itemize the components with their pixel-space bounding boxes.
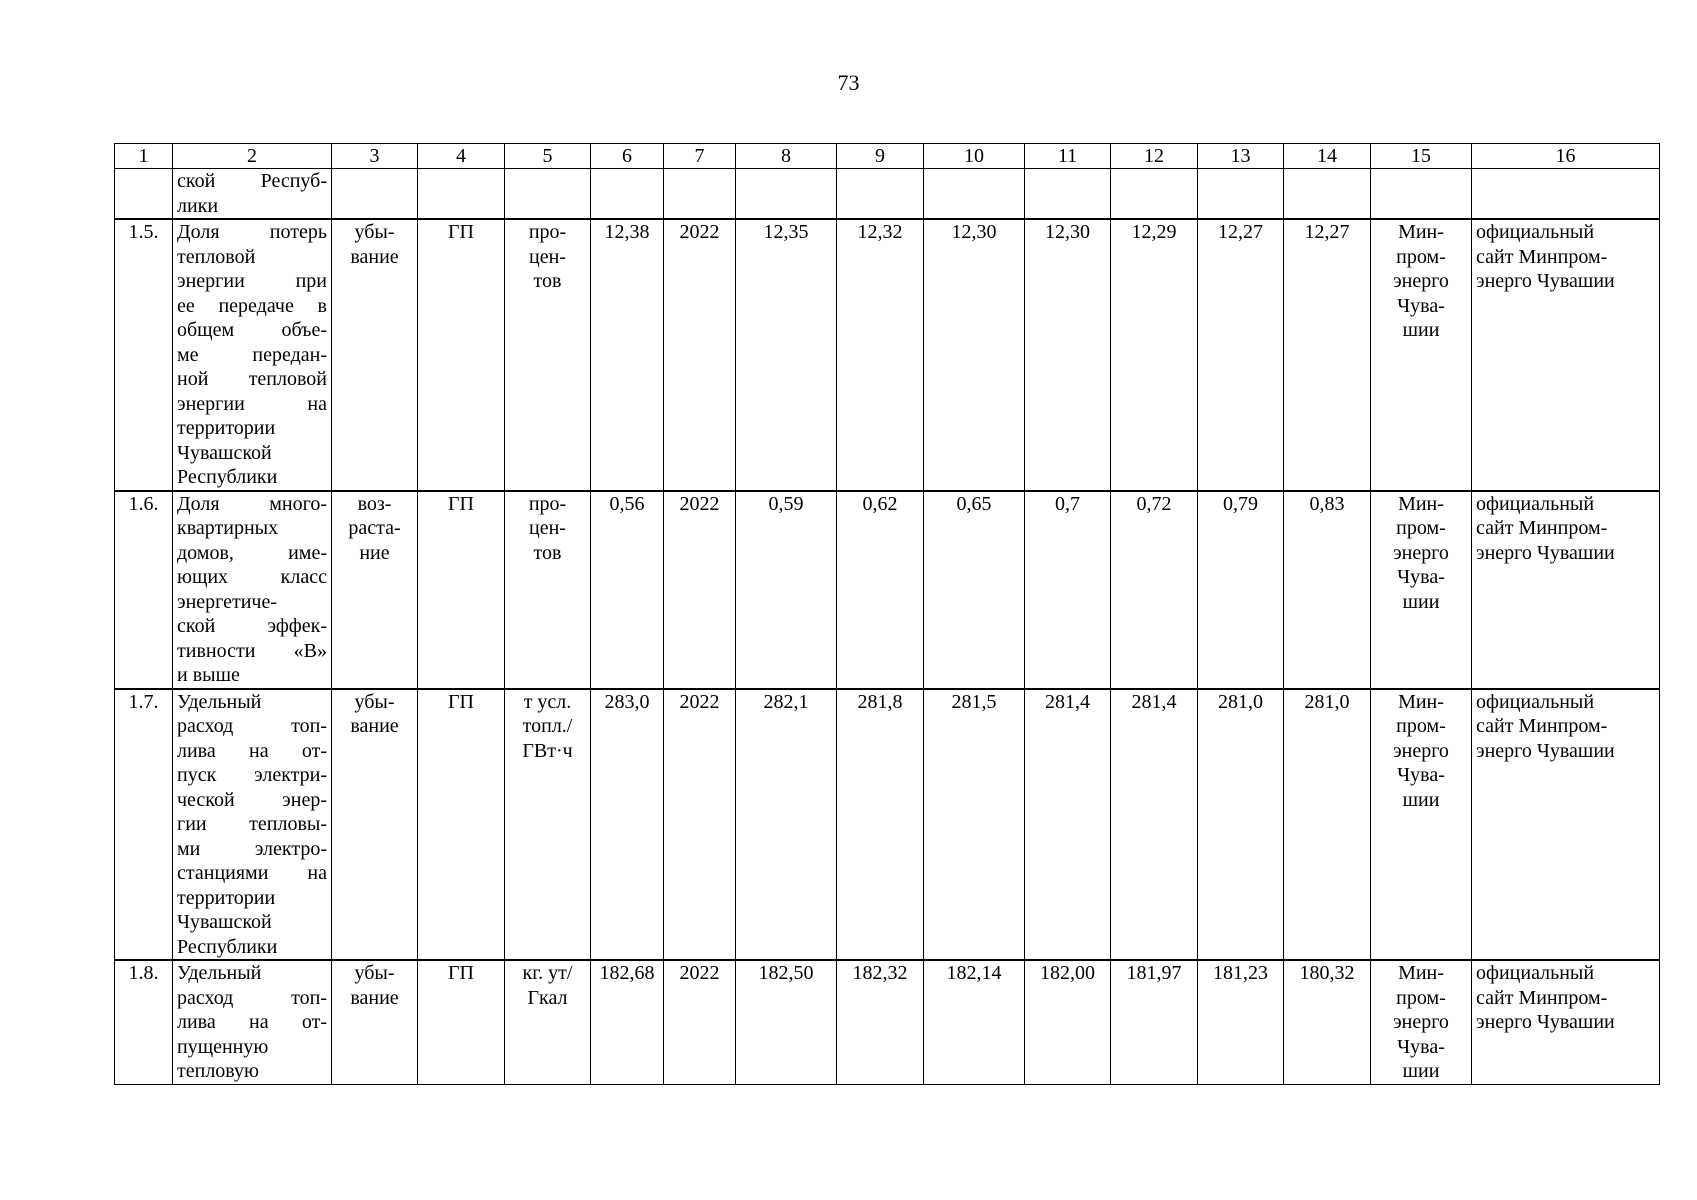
- program-cell: ГП: [418, 689, 505, 961]
- cell-line: ГВт·ч: [522, 739, 573, 762]
- column-header: 8: [736, 144, 837, 169]
- base-year-cell: 2022: [664, 491, 736, 689]
- cell-line: Чува-: [1397, 566, 1445, 588]
- source-cell: [1472, 960, 1660, 1084]
- cell-line: сайт Минпром-: [1476, 986, 1608, 1009]
- responsible-cell: [1371, 689, 1472, 961]
- cell-line: кг. ут/: [522, 962, 573, 984]
- column-header: 5: [505, 144, 591, 169]
- cell-line: ее передаче в: [177, 294, 327, 317]
- cell-line: Чува-: [1397, 1035, 1445, 1058]
- cell-line: Мин-: [1398, 492, 1444, 515]
- value-2029-cell: [1284, 169, 1371, 220]
- cell-line: Республики: [177, 935, 278, 958]
- cell-line: официальный: [1476, 492, 1595, 515]
- cell-line: и выше: [177, 664, 240, 686]
- column-header: 13: [1198, 144, 1284, 169]
- cell-line: территории: [177, 417, 276, 439]
- cell-line: тепловой: [177, 245, 256, 268]
- column-header: 1: [115, 144, 173, 169]
- cell-line: ной тепловой: [177, 368, 327, 390]
- value-2023-cell: [736, 169, 837, 220]
- cell-line: станциями на: [177, 862, 327, 884]
- indicator-name-cell: [173, 960, 332, 1084]
- column-header: 11: [1025, 144, 1111, 169]
- value-2025-cell: 0,65: [924, 491, 1025, 689]
- cell-line: пром-: [1396, 986, 1446, 1009]
- value-2026-cell: 12,30: [1025, 219, 1111, 491]
- cell-line: убы-: [354, 962, 395, 984]
- value-2023-cell: 12,35: [736, 219, 837, 491]
- base-value-cell: 182,68: [591, 960, 664, 1084]
- value-2023-cell: 282,1: [736, 689, 837, 961]
- cell-line: Мин-: [1398, 221, 1444, 243]
- value-2023-cell: 0,59: [736, 491, 837, 689]
- trend-cell: [332, 960, 418, 1084]
- indicator-name-cell: [173, 169, 332, 220]
- cell-line: пром-: [1396, 517, 1446, 539]
- cell-line: Удельный: [177, 962, 262, 984]
- value-2027-cell: [1111, 169, 1198, 220]
- cell-line: Чува-: [1397, 764, 1445, 786]
- column-header: 14: [1284, 144, 1371, 169]
- cell-line: тов: [533, 270, 562, 292]
- value-2026-cell: [1025, 169, 1111, 220]
- cell-line: энергетиче-: [177, 590, 278, 613]
- cell-line: официальный: [1476, 690, 1595, 713]
- value-2025-cell: 281,5: [924, 689, 1025, 961]
- cell-line: Чувашской: [177, 441, 272, 464]
- value-2025-cell: 182,14: [924, 960, 1025, 1084]
- cell-line: Доля потерь: [177, 221, 327, 243]
- column-header: 3: [332, 144, 418, 169]
- indicator-number-cell: 1.7.: [115, 689, 173, 961]
- cell-line: вание: [350, 986, 399, 1009]
- cell-line: раста-: [348, 517, 401, 539]
- responsible-cell: [1371, 960, 1472, 1084]
- base-value-cell: 0,56: [591, 491, 664, 689]
- cell-line: топл./: [522, 715, 573, 737]
- cell-line: цен-: [529, 517, 566, 539]
- indicators-table: [114, 143, 1660, 1085]
- cell-line: энерго Чувашии: [1476, 739, 1615, 762]
- value-2026-cell: 281,4: [1025, 689, 1111, 961]
- cell-line: шии: [1402, 1060, 1440, 1082]
- unit-cell: [505, 219, 591, 491]
- base-value-cell: [591, 169, 664, 220]
- table-row: [115, 960, 1660, 1084]
- value-2028-cell: [1198, 169, 1284, 220]
- column-header: 2: [173, 144, 332, 169]
- value-2029-cell: 12,27: [1284, 219, 1371, 491]
- column-number-row: [115, 144, 1660, 169]
- cell-line: ской Респуб-: [177, 170, 327, 192]
- unit-cell: [505, 491, 591, 689]
- value-2025-cell: [924, 169, 1025, 220]
- cell-line: Мин-: [1398, 690, 1444, 713]
- value-2024-cell: 0,62: [837, 491, 924, 689]
- responsible-cell: [1371, 491, 1472, 689]
- unit-cell: [505, 689, 591, 961]
- program-cell: ГП: [418, 491, 505, 689]
- cell-line: шии: [1402, 590, 1440, 613]
- cell-line: убы-: [354, 690, 395, 713]
- cell-line: сайт Минпром-: [1476, 245, 1608, 268]
- cell-line: Доля много-: [177, 492, 327, 515]
- indicator-number-cell: 1.6.: [115, 491, 173, 689]
- cell-line: ческой энер-: [177, 788, 327, 811]
- cell-line: тов: [533, 541, 562, 564]
- cell-line: ской эффек-: [177, 615, 327, 637]
- value-2029-cell: 180,32: [1284, 960, 1371, 1084]
- value-2026-cell: 0,7: [1025, 491, 1111, 689]
- value-2023-cell: 182,50: [736, 960, 837, 1084]
- cell-line: вание: [350, 715, 399, 737]
- cell-line: расход топ-: [177, 715, 327, 737]
- value-2028-cell: 281,0: [1198, 689, 1284, 961]
- cell-line: ме передан-: [177, 343, 327, 366]
- cell-line: Чува-: [1397, 294, 1445, 317]
- cell-line: т усл.: [523, 690, 572, 713]
- base-year-cell: [664, 169, 736, 220]
- program-cell: ГП: [418, 219, 505, 491]
- cell-line: энерго: [1393, 541, 1449, 564]
- base-value-cell: 12,38: [591, 219, 664, 491]
- cell-line: вание: [350, 245, 399, 268]
- indicator-name-cell: [173, 219, 332, 491]
- column-header: 16: [1472, 144, 1660, 169]
- trend-cell: [332, 689, 418, 961]
- cell-line: убы-: [354, 221, 395, 243]
- source-cell: [1472, 491, 1660, 689]
- responsible-cell: [1371, 169, 1472, 220]
- table-row: [115, 491, 1660, 689]
- cell-line: тивности «В»: [177, 639, 327, 662]
- cell-line: энерго: [1393, 270, 1449, 292]
- cell-line: лива на от-: [177, 739, 327, 762]
- responsible-cell: [1371, 219, 1472, 491]
- cell-line: энерго: [1393, 739, 1449, 762]
- cell-line: территории: [177, 886, 276, 909]
- cell-line: цен-: [529, 245, 566, 268]
- value-2028-cell: 181,23: [1198, 960, 1284, 1084]
- value-2027-cell: 281,4: [1111, 689, 1198, 961]
- cell-line: лива на от-: [177, 1011, 327, 1033]
- cell-line: сайт Минпром-: [1476, 715, 1608, 737]
- column-header: 15: [1371, 144, 1472, 169]
- value-2028-cell: 0,79: [1198, 491, 1284, 689]
- value-2024-cell: 182,32: [837, 960, 924, 1084]
- cell-line: энерго Чувашии: [1476, 1011, 1615, 1033]
- value-2027-cell: 12,29: [1111, 219, 1198, 491]
- cell-line: Удельный: [177, 690, 262, 713]
- value-2026-cell: 182,00: [1025, 960, 1111, 1084]
- trend-cell: [332, 491, 418, 689]
- cell-line: энергии на: [177, 392, 327, 415]
- cell-line: пуск электри-: [177, 764, 327, 786]
- cell-line: лики: [177, 194, 219, 217]
- value-2027-cell: 181,97: [1111, 960, 1198, 1084]
- value-2024-cell: 12,32: [837, 219, 924, 491]
- base-year-cell: 2022: [664, 960, 736, 1084]
- cell-line: расход топ-: [177, 986, 327, 1009]
- base-year-cell: 2022: [664, 219, 736, 491]
- cell-line: энерго Чувашии: [1476, 270, 1615, 292]
- column-header: 4: [418, 144, 505, 169]
- cell-line: тепловую: [177, 1060, 260, 1082]
- page-number: 73: [837, 70, 860, 95]
- table-row: [115, 169, 1660, 220]
- trend-cell: [332, 169, 418, 220]
- indicator-number-cell: [115, 169, 173, 220]
- value-2029-cell: 0,83: [1284, 491, 1371, 689]
- cell-line: ми электро-: [177, 837, 327, 860]
- cell-line: ние: [359, 541, 390, 564]
- cell-line: Чувашской: [177, 911, 272, 933]
- cell-line: пущенную: [177, 1035, 269, 1058]
- cell-line: домов, име-: [177, 541, 327, 564]
- cell-line: про-: [528, 221, 567, 243]
- value-2027-cell: 0,72: [1111, 491, 1198, 689]
- trend-cell: [332, 219, 418, 491]
- column-header: 12: [1111, 144, 1198, 169]
- column-header: 6: [591, 144, 664, 169]
- cell-line: энерго: [1393, 1011, 1449, 1033]
- program-cell: ГП: [418, 960, 505, 1084]
- cell-line: сайт Минпром-: [1476, 517, 1608, 539]
- cell-line: гии тепловы-: [177, 813, 327, 835]
- value-2024-cell: 281,8: [837, 689, 924, 961]
- indicator-number-cell: 1.8.: [115, 960, 173, 1084]
- indicator-name-cell: [173, 491, 332, 689]
- value-2024-cell: [837, 169, 924, 220]
- base-year-cell: 2022: [664, 689, 736, 961]
- source-cell: [1472, 689, 1660, 961]
- cell-line: шии: [1402, 319, 1440, 341]
- cell-line: общем объе-: [177, 319, 327, 341]
- cell-line: квартирных: [177, 517, 279, 539]
- cell-line: ющих класс: [177, 566, 327, 588]
- value-2025-cell: 12,30: [924, 219, 1025, 491]
- table-row: [115, 689, 1660, 961]
- cell-line: Мин-: [1398, 962, 1444, 984]
- cell-line: шии: [1402, 788, 1440, 811]
- cell-line: Республики: [177, 466, 278, 488]
- cell-line: официальный: [1476, 221, 1595, 243]
- column-header: 9: [837, 144, 924, 169]
- indicator-number-cell: 1.5.: [115, 219, 173, 491]
- unit-cell: [505, 169, 591, 220]
- column-header: 10: [924, 144, 1025, 169]
- cell-line: пром-: [1396, 245, 1446, 268]
- cell-line: энерго Чувашии: [1476, 541, 1615, 564]
- cell-line: воз-: [357, 492, 392, 515]
- cell-line: энергии при: [177, 270, 327, 292]
- cell-line: официальный: [1476, 962, 1595, 984]
- cell-line: Гкал: [527, 986, 568, 1009]
- base-value-cell: 283,0: [591, 689, 664, 961]
- value-2028-cell: 12,27: [1198, 219, 1284, 491]
- cell-line: про-: [528, 492, 567, 515]
- indicator-name-cell: [173, 689, 332, 961]
- table-row: [115, 219, 1660, 491]
- unit-cell: [505, 960, 591, 1084]
- source-cell: [1472, 219, 1660, 491]
- program-cell: [418, 169, 505, 220]
- column-header: 7: [664, 144, 736, 169]
- source-cell: [1472, 169, 1660, 220]
- value-2029-cell: 281,0: [1284, 689, 1371, 961]
- cell-line: пром-: [1396, 715, 1446, 737]
